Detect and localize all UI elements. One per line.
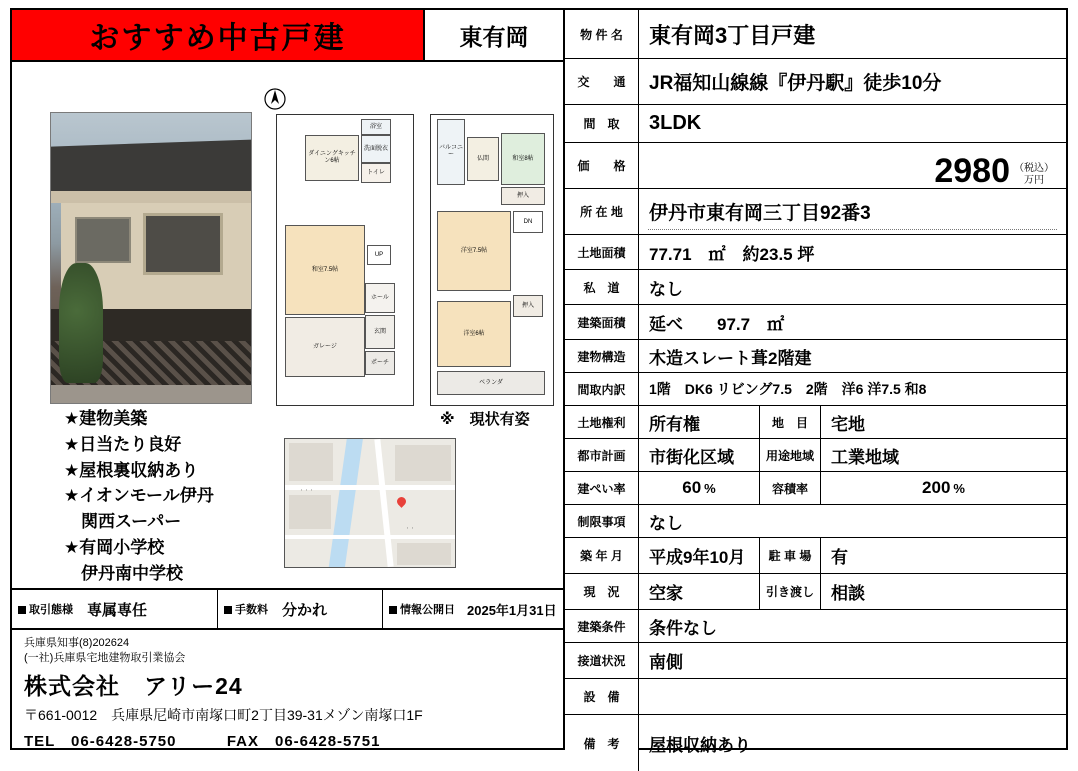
- floorplan-room: 和室8帖: [501, 133, 545, 185]
- price-number: 2980: [934, 152, 1010, 190]
- photo-window-left: [75, 217, 131, 263]
- value-shidou: なし: [649, 279, 683, 299]
- floorplan-2f: [430, 114, 554, 406]
- deal-value: 分かれ: [282, 601, 328, 619]
- row-shozaichi: [565, 189, 1066, 235]
- feature-item: ★イオンモール伊丹: [64, 486, 214, 506]
- exterior-photo: [50, 112, 252, 404]
- map-block: [289, 495, 331, 529]
- value-setsubi: [639, 679, 1066, 714]
- value-chushajo: 有: [831, 548, 848, 567]
- company-name: 株式会社 アリー24: [24, 672, 243, 699]
- value-tochi-menseki: 77.71 ㎡ 約23.5 坪: [649, 244, 815, 264]
- value-madori: 3LDK: [649, 112, 702, 134]
- floorplan-room: 和室7.5帖: [285, 225, 365, 315]
- label-shozaichi: 所 在 地: [565, 189, 639, 234]
- deal-value: 専属専任: [87, 601, 148, 619]
- value-kozo: 木造スレート葺2階建: [649, 348, 812, 368]
- row-shidou: [565, 270, 1066, 305]
- value-kakaku: [639, 143, 1066, 188]
- company-tel: TEL 06-6428-5750: [24, 732, 177, 750]
- company-contact: [24, 730, 551, 751]
- deal-cell-tesuryo: [217, 590, 382, 628]
- feature-item: ★有岡小学校: [64, 538, 165, 558]
- label-genkyo: 現 況: [565, 574, 639, 609]
- deal-head: 手数料: [224, 601, 268, 617]
- map-road: [374, 439, 393, 567]
- photo-roof: [50, 139, 252, 199]
- row-chikunen-chusha: [565, 538, 1066, 574]
- row-kenri-chimoku: [565, 406, 1066, 439]
- label-shidou: 私 道: [565, 270, 639, 304]
- map-label: ・・・: [299, 488, 315, 494]
- flyer-frame: [10, 8, 1068, 755]
- label-yosekiritsu: 容積率: [759, 472, 821, 504]
- map-label: ・・: [405, 526, 416, 532]
- row-toshi-youto: [565, 439, 1066, 472]
- photo-ground: [51, 385, 251, 404]
- headline-banner: [12, 10, 425, 60]
- value-bukken: 東有岡3丁目戸建: [649, 22, 816, 48]
- value-kenchiku-menseki: 延べ 97.7 ㎡: [649, 314, 785, 334]
- label-toshi-keikaku: 都市計画: [565, 439, 639, 471]
- row-setsudo: [565, 643, 1066, 679]
- map-block: [289, 443, 333, 481]
- label-madori: 間 取: [565, 105, 639, 142]
- value-genkyo: 空家: [649, 584, 683, 603]
- value-chikunengetsu: 平成9年10月: [649, 548, 746, 567]
- license-line-1: 兵庫県知事(8)202624: [24, 637, 130, 649]
- shozaichi-text: 伊丹市東有岡三丁目92番3: [649, 203, 871, 224]
- row-madori: [565, 105, 1066, 143]
- value-shozaichi: [639, 189, 1066, 234]
- location-map: [284, 438, 456, 568]
- floorplan-room: 浴室: [361, 119, 391, 135]
- value-toshi-keikaku: 市街化区域: [649, 447, 734, 467]
- floorplan-room: ダイニングキッチン6帖: [305, 135, 359, 181]
- label-bukken: 物 件 名: [565, 10, 639, 58]
- address-underline: [648, 229, 1058, 230]
- photo-eave: [50, 191, 252, 203]
- floorplan-room: 仏間: [467, 137, 499, 181]
- yoseki-unit: %: [953, 480, 965, 496]
- price-unit: （税込） 万円: [1014, 163, 1054, 186]
- feature-item: 関西スーパー: [64, 512, 182, 532]
- map-block: [397, 543, 451, 565]
- feature-item: ★建物美築: [64, 409, 148, 428]
- feature-list: [64, 406, 274, 587]
- label-setsubi: 設 備: [565, 679, 639, 714]
- label-kakaku: 価 格: [565, 143, 639, 188]
- feature-item: 伊丹南中学校: [64, 563, 183, 583]
- label-hikiwatashi: 引き渡し: [759, 574, 821, 609]
- label-kenchiku-joken: 建築条件: [565, 610, 639, 642]
- floorplan-room: ガレージ: [285, 317, 365, 377]
- value-kotsu: JR福知山線線『伊丹駅』徒歩10分: [649, 73, 942, 94]
- label-tochi-menseki: 土地面積: [565, 235, 639, 269]
- company-fax: FAX 06-6428-5751: [226, 732, 381, 750]
- deal-cell-torihiki: [12, 590, 217, 628]
- deal-bar: [12, 588, 563, 630]
- floorplan-room: ホール: [365, 283, 395, 313]
- value-youto-chiiki: 工業地域: [831, 447, 899, 467]
- value-kenchiku-joken: 条件なし: [649, 618, 717, 638]
- label-youto-chiiki: 用途地域: [759, 439, 821, 471]
- headline-text: おすすめ中古戸建: [89, 22, 346, 55]
- area-text: 東有岡: [459, 23, 529, 50]
- value-biko: 屋根収納あり: [649, 735, 751, 755]
- label-biko: 備 考: [565, 715, 639, 771]
- deal-head: 取引態様: [18, 601, 73, 617]
- label-seigen: 制限事項: [565, 505, 639, 537]
- kenpei-number: 60: [682, 478, 702, 497]
- row-tochi-menseki: [565, 235, 1066, 270]
- row-madori-naiyaku: [565, 373, 1066, 406]
- floorplan-1f: [276, 114, 414, 406]
- label-tochi-kenri: 土地権利: [565, 406, 639, 438]
- floorplan-room: 洋室7.5帖: [437, 211, 511, 291]
- value-yosekiritsu: [821, 472, 1066, 504]
- area-label: [425, 10, 563, 60]
- row-bukken: [565, 10, 1066, 59]
- left-panel: [12, 10, 563, 748]
- feature-item: ★屋根裏収納あり: [64, 460, 199, 480]
- deal-head: 情報公開日: [389, 601, 455, 617]
- value-hikiwatashi: 相談: [831, 584, 865, 603]
- value-madori-naiyaku: 1階 DK6 リビング7.5 2階 洋6 洋7.5 和8: [649, 381, 927, 397]
- spec-table: [563, 10, 1066, 755]
- row-kenpei-yoseki: [565, 472, 1066, 505]
- deal-value: 2025年1月31日: [467, 602, 557, 618]
- deal-cell-kokaibi: [382, 590, 563, 628]
- map-road: [285, 535, 455, 539]
- value-kenpeiritsu: [639, 472, 759, 504]
- photo-window-right: [143, 213, 223, 275]
- row-seigen: [565, 505, 1066, 538]
- floorplan-room: 洋室6帖: [437, 301, 511, 367]
- feature-item: ★日当たり良好: [64, 434, 182, 454]
- row-genkyo-hikiwatashi: [565, 574, 1066, 610]
- row-kenchiku-joken: [565, 610, 1066, 643]
- label-kenpeiritsu: 建ぺい率: [565, 472, 639, 504]
- north-arrow-icon: [264, 88, 286, 110]
- row-kotsu: [565, 59, 1066, 105]
- kenpei-unit: %: [704, 480, 716, 496]
- floorplan-room: ベランダ: [437, 371, 545, 395]
- value-tochi-kenri: 所有権: [649, 414, 700, 434]
- map-pin-icon: [395, 495, 408, 508]
- title-bar: [12, 10, 563, 62]
- label-chimoku: 地 目: [759, 406, 821, 438]
- label-kotsu: 交 通: [565, 59, 639, 104]
- label-chikunengetsu: 築 年 月: [565, 538, 639, 573]
- floorplan-room: 押入: [501, 187, 545, 205]
- company-block: [12, 630, 563, 748]
- floorplan-room: トイレ: [361, 163, 391, 183]
- label-chushajo: 駐 車 場: [759, 538, 821, 573]
- photo-plant: [59, 263, 103, 383]
- floorplan-room: バルコニー: [437, 119, 465, 185]
- floorplan-room: ポーチ: [365, 351, 395, 375]
- floorplan-room: DN: [513, 211, 543, 233]
- floorplan-room: 洗面脱衣: [361, 135, 391, 163]
- license-line-2: (一社)兵庫県宅地建物取引業協会: [24, 651, 186, 664]
- label-setsudo: 接道状況: [565, 643, 639, 678]
- value-setsudo: 南側: [649, 653, 683, 672]
- label-kozo: 建物構造: [565, 340, 639, 372]
- map-block: [395, 445, 451, 481]
- value-chimoku: 宅地: [831, 414, 865, 434]
- row-kenchiku-menseki: [565, 305, 1066, 340]
- row-kakaku: [565, 143, 1066, 189]
- row-biko: [565, 715, 1066, 771]
- yoseki-number: 200: [922, 478, 951, 497]
- photo-note: ※ 現状有姿: [440, 411, 530, 428]
- company-address: 〒661-0012 兵庫県尼崎市南塚口町2丁目39-31メゾン南塚口1F: [24, 706, 423, 723]
- label-kenchiku-menseki: 建築面積: [565, 305, 639, 339]
- row-kozo: [565, 340, 1066, 373]
- row-setsubi: [565, 679, 1066, 715]
- floorplan-room: 押入: [513, 295, 543, 317]
- value-seigen: なし: [649, 513, 683, 533]
- floorplan-room: 玄関: [365, 315, 395, 349]
- label-madori-naiyaku: 間取内訳: [565, 373, 639, 405]
- floorplan-room: UP: [367, 245, 391, 265]
